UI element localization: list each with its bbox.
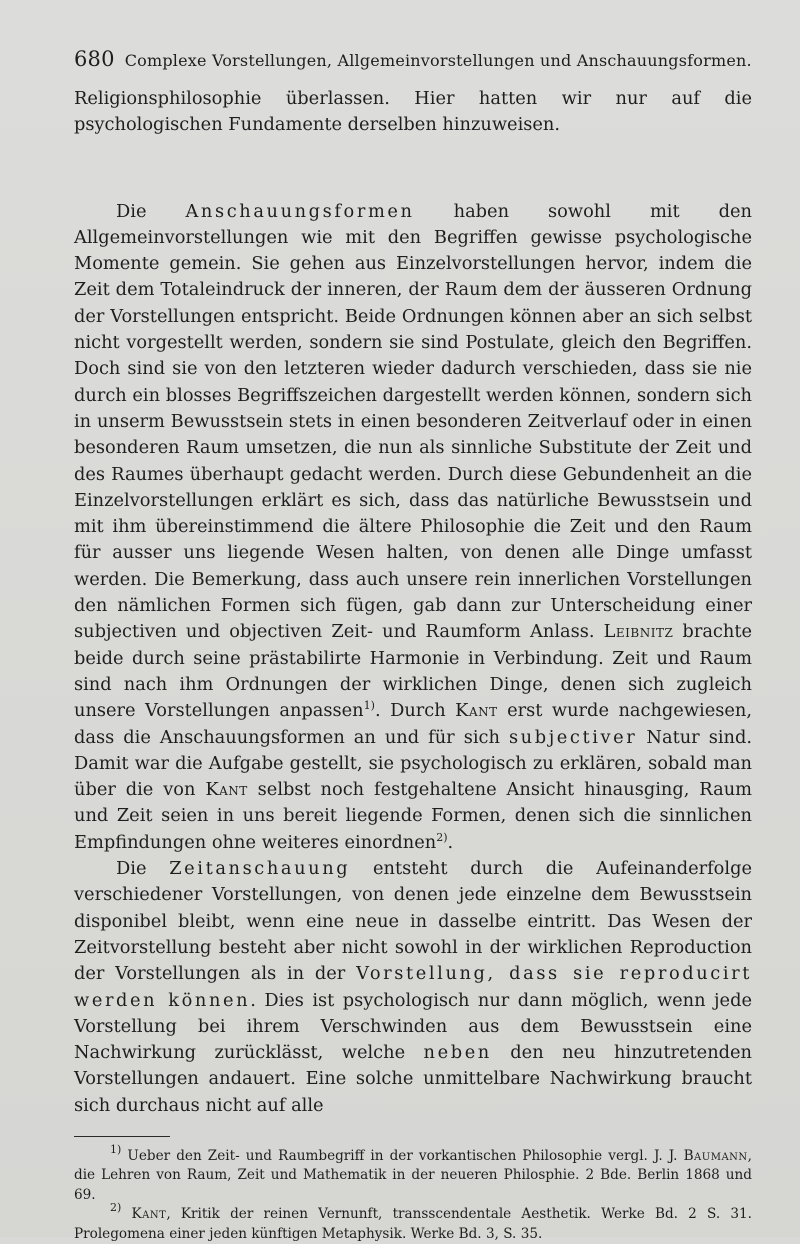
text-run: Die [116, 200, 186, 222]
author-name: Kant [205, 779, 248, 801]
running-title: Complexe Vorstellungen, Allgemeinvorstellungen und Anschauungsformen. [124, 51, 752, 70]
text-run: entsteht durch die Aufeinanderfolge verschiedener Vorstellungen, von denen jede einzelne dem Bewusstsein disponibel bleibt, wenn eine neue in dasselbe eintritt. Das Wesen der Zeitvorstellung besteht aber nicht sowohl in der wirklichen Reproduction der Vorstellungen als in der [74, 858, 752, 985]
text-run: . [447, 831, 454, 853]
spaced-term: Anschauungsformen [185, 200, 415, 222]
text-run: , die Lehren von Raum, Zeit und Mathematik in der neueren Philosphie. 2 Bde. Berlin 1868 und 69. [74, 1147, 752, 1203]
running-header [74, 48, 752, 74]
paragraph-anschauungsformen [74, 199, 752, 856]
text-run: Ueber den Zeit- und Raumbegriff in der vorkantischen Philosophie vergl. J. J. [121, 1147, 684, 1164]
spaced-term: neben [423, 1042, 492, 1064]
text-run: haben sowohl mit den Allgemeinvorstellungen wie mit den Begriffen gewisse psychologische Momente gemein. Sie gehen aus Einzelvorstellungen hervor, indem die Zeit dem Totaleindruck der inneren, der Raum dem der äusseren Ordnung der Vorstellungen entspricht. Beide Ordnungen können aber an sich selbst nicht vorgestellt werden, sondern sie sind Postulate, gleich den Begriffen. Doch sind sie von den letzteren wieder dadurch verschieden, dass sie nie durch ein blosses Begriffszeichen dargestellt werden können, sondern sich in unserm Bewusstsein stets in einen besonderen Zeitverlauf oder in einen besonderen Raum umsetzen, die nun als sinnliche Substitute der Zeit und des Raumes überhaupt gedacht werden. Durch diese Gebundenheit an die Einzelvorstellungen erklärt es sich, dass das natürliche Bewusstsein und mit ihm übereinstimmend die ältere Philosophie die Zeit und den Raum für ausser uns liegende Wesen halten, von denen alle Dinge umfasst werden. Die Bemerkung, dass auch unsere rein innerlichen Vorstellungen den nämlichen Formen sich fügen, gab dann zur Unterscheidung einer subjectiven und objectiven Zeit- und Raumform Anlass. [74, 200, 752, 643]
footnote-1 [74, 1142, 752, 1206]
text-run: erst wurde nachgewiesen, dass die Anschauungsformen an und für sich [74, 700, 752, 748]
author-name: Kant [455, 700, 498, 722]
text-run: den neu hinzutretenden Vorstellungen andauert. Eine solche unmittelbare Nachwirkung braucht sich durchaus nicht auf alle [74, 1042, 752, 1116]
footnote-ref-2: 2) [436, 830, 448, 844]
footnote-mark: 1) [110, 1142, 122, 1156]
text-run: , Kritik der reinen Vernunft, transscendentale Aesthetik. Werke Bd. 2 S. 31. Prolegomena einer jeden künftigen Metaphysik. Werke Bd. 3, S. 35. [74, 1206, 752, 1242]
paragraph-1 [74, 86, 752, 139]
author-name: Baumann [683, 1147, 748, 1164]
footnote-mark: 2) [110, 1201, 122, 1215]
text-run: Die [116, 858, 170, 880]
paragraph-1-text: Religionsphilosophie überlassen. Hier hatten wir nur auf die psychologischen Fundamente derselben hinzuweisen. [74, 88, 752, 136]
section-gap [74, 139, 752, 199]
footnote-2 [74, 1201, 752, 1244]
author-name: Kant [131, 1206, 167, 1223]
paragraph-zeitanschauung [74, 856, 752, 1119]
author-name: Leibnitz [603, 621, 674, 643]
text-run: . Dies ist psychologisch nur dann möglich, wenn jede Vorstellung bei ihrem Verschwinden aus dem Bewusstsein eine Nachwirkung zurücklässt, welche [74, 989, 752, 1064]
text-run: selbst noch festgehaltene Ansicht hinausging, Raum und Zeit seien in uns bereit liegende Formen, denen sich die sinnlichen Empfindungen ohne weiteres einordnen [74, 779, 753, 853]
text-run: Natur sind. Damit war die Aufgabe gestellt, sie psychologisch zu erklären, sobald man über die von [74, 726, 752, 801]
footnote-ref-1: 1) [363, 699, 375, 713]
text-run: . Durch [374, 700, 456, 722]
spaced-term: Vorstellung, dass sie reproducirt werden können [74, 963, 752, 1011]
footnote-divider [74, 1136, 170, 1137]
text-run: brachte beide durch seine prästabilirte Harmonie in Verbindung. Zeit und Raum sind nach ihm Ordnungen der wirklichen Dinge, denen sich zugleich unsere Vorstellungen anpassen [74, 621, 752, 722]
spaced-term: Zeitanschauung [169, 858, 351, 880]
spaced-term: subjectiver [508, 726, 638, 748]
page-number: 680 [74, 47, 115, 71]
